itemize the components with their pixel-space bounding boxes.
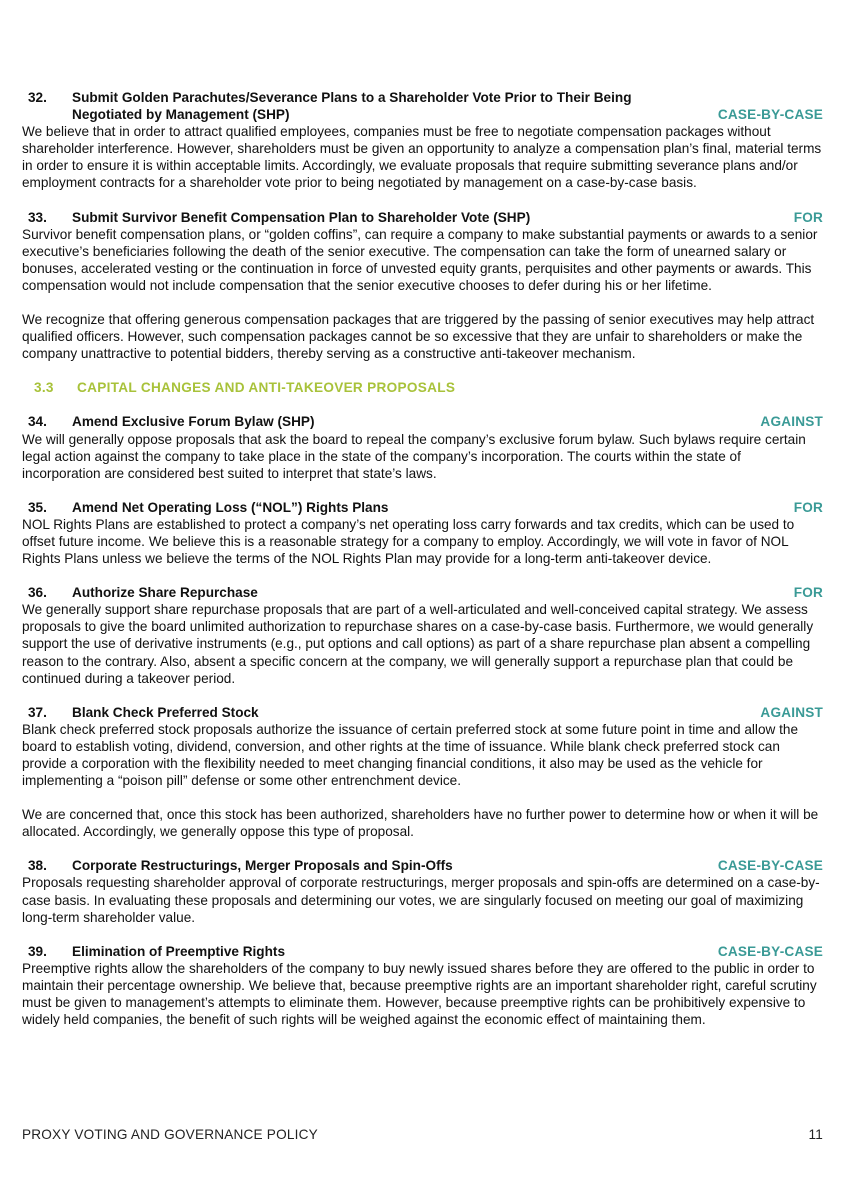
page-footer	[22, 1126, 823, 1143]
item-paragraph: Blank check preferred stock proposals authorize the issuance of certain preferred stock at some future point in time and allow the board to establish voting, dividend, conversion, and other rights at the time of issuance. While blank check preferred stock can provide a corporation with the flexibility needed to meet changing financial conditions, it also may be used as the vehicle for implementing a “poison pill” defense or some other entrenchment device.	[22, 721, 799, 789]
item-number: 39.	[28, 943, 47, 959]
vote-recommendation: FOR	[793, 585, 823, 601]
item-number: 34.	[28, 414, 47, 430]
item-paragraph: We recognize that offering generous compensation packages that are triggered by the passing of senior executives may help attract qualified officers. However, such compensation packages cannot be so excessive that they are unfair to shareholders or make the company unattractive to potential bidders, thereby serving as a constructive anti-takeover mechanism.	[22, 312, 815, 362]
vote-recommendation: FOR	[793, 499, 823, 515]
policy-item-33	[22, 209, 823, 363]
item-title: Blank Check Preferred Stock	[72, 704, 259, 720]
page-number: 11	[808, 1127, 823, 1142]
item-number: 38.	[28, 858, 47, 874]
vote-recommendation: FOR	[793, 209, 823, 225]
item-paragraph: We are concerned that, once this stock has been authorized, shareholders have no further power to determine how or when it will be allocated. Accordingly, we generally oppose this type of proposal.	[22, 807, 819, 840]
item-paragraph: Proposals requesting shareholder approval of corporate restructurings, merger proposals and spin-offs are determined on a case-by-case basis. In evaluating these proposals and determining our votes, we are singularly focused on meeting our goal of maximizing long-term shareholder value.	[22, 875, 820, 925]
item-paragraph: We generally support share repurchase proposals that are part of a well-articulated and well-conceived capital strategy. We assess proposals to give the board unlimited authorization to repurchase shares on a case-by-case basis. Furthermore, we would generally support the use of derivative instruments (e.g., put options and call options) as part of a share repurchase plan absent a compelling reason to the contrary. Also, absent a specific concern at the company, we will generally support a repurchase plan that could be continued during a takeover period.	[22, 602, 814, 686]
item-heading	[22, 704, 823, 721]
policy-item-38	[22, 857, 823, 925]
item-heading	[22, 89, 823, 123]
item-title: Amend Exclusive Forum Bylaw (SHP)	[72, 414, 315, 430]
vote-recommendation: CASE-BY-CASE	[717, 858, 823, 874]
policy-item-35	[22, 499, 823, 567]
policy-item-39	[22, 943, 823, 1028]
item-number: 37.	[28, 704, 47, 720]
vote-recommendation: AGAINST	[760, 704, 823, 720]
footer-title: PROXY VOTING AND GOVERNANCE POLICY	[22, 1127, 318, 1142]
policy-item-37	[22, 704, 823, 841]
item-heading	[22, 499, 823, 516]
item-heading	[22, 584, 823, 601]
item-title: Amend Net Operating Loss (“NOL”) Rights Plans	[72, 499, 389, 515]
item-heading	[22, 209, 823, 226]
section-heading	[22, 379, 823, 396]
item-number: 32.	[28, 90, 47, 105]
item-title: Submit Golden Parachutes/Severance Plans to a Shareholder Vote Prior to Their Being Negotiated by Management (SHP)	[72, 90, 632, 123]
item-heading	[22, 857, 823, 874]
item-paragraph: Survivor benefit compensation plans, or “golden coffins”, can require a company to make substantial payments or awards to a senior executive’s beneficiaries following the death of the senior executive. The compensation can take the form of unearned salary or bonuses, accelerated vesting or the continuation in force of unvested equity grants, perquisites and other payments or awards. This compensation would not include compensation that the senior executive chooses to defer during his or her lifetime.	[22, 226, 818, 293]
item-number: 36.	[28, 585, 47, 601]
item-heading	[22, 413, 823, 430]
item-number: 35.	[28, 499, 47, 515]
item-title: Elimination of Preemptive Rights	[72, 943, 285, 959]
item-heading	[22, 943, 823, 960]
item-paragraph: We believe that in order to attract qualified employees, companies must be free to negotiate compensation packages without shareholder interference. However, shareholders must be given an opportunity to analyze a compensation plan’s final, material terms in order to ensure it is within acceptable limits. Accordingly, we evaluate proposals that require submitting severance plans and/or employment contracts for a shareholder vote prior to being negotiated by management on a case-by-case basis.	[22, 124, 822, 191]
item-title: Submit Survivor Benefit Compensation Plan to Shareholder Vote (SHP)	[72, 209, 531, 225]
vote-recommendation: CASE-BY-CASE	[717, 943, 823, 959]
item-title: Authorize Share Repurchase	[72, 585, 258, 601]
item-title: Corporate Restructurings, Merger Proposals and Spin-Offs	[72, 858, 453, 874]
vote-recommendation: AGAINST	[760, 414, 823, 430]
item-paragraph: We will generally oppose proposals that ask the board to repeal the company’s exclusive forum bylaw. Such bylaws require certain legal action against the company to take place in the state of the company’s incorporation. The courts within the state of incorporation are considered best suited to interpret that state’s laws.	[22, 431, 806, 481]
item-paragraph: NOL Rights Plans are established to protect a company’s net operating loss carry forwards and tax credits, which can be used to offset future income. We believe this is a reasonable strategy for a company to employ. Accordingly, we will vote in favor of NOL Rights Plans unless we believe the terms of the NOL Rights Plan may provide for a long-term anti-takeover device.	[22, 516, 795, 567]
policy-item-32	[22, 89, 823, 192]
section-title: CAPITAL CHANGES AND ANTI-TAKEOVER PROPOSALS	[77, 380, 456, 396]
vote-recommendation: CASE-BY-CASE	[717, 107, 823, 123]
section-number: 3.3	[34, 380, 54, 396]
policy-page-body	[22, 89, 823, 1045]
item-paragraph: Preemptive rights allow the shareholders of the company to buy newly issued shares before they are offered to the public in order to maintain their percentage ownership. We believe that, because preemptive rights are an important shareholder right, careful scrutiny must be given to management’s attempts to eliminate them. However, because preemptive rights can be prohibitively expensive to widely held companies, the benefit of such rights will be weighed against the economic effect of maintaining them.	[22, 960, 817, 1028]
policy-item-34	[22, 413, 823, 481]
policy-item-36	[22, 584, 823, 687]
item-number: 33.	[28, 209, 47, 225]
